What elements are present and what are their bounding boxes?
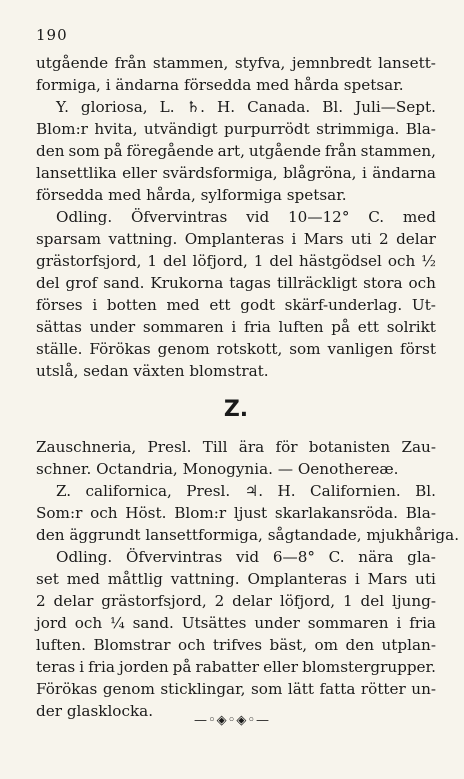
text-line: Blom:r hvita, utvändigt purpurrödt strimmiga. Bla- <box>36 120 436 138</box>
text-line: förses i botten med ett godt skärf-underlag. Ut- <box>36 296 436 314</box>
text-line: lansettlika eller svärdsformiga, blågröna, i ändarna <box>36 164 436 182</box>
text-line: Zauschneria, Presl. Till ära för botanisten Zau- <box>36 438 436 456</box>
text-line: Som:r och Höst. Blom:r ljust skarlakansröda. Bla- <box>36 504 436 522</box>
text-line: Z. californica, Presl. ♃. H. Californien. Bl. <box>56 482 436 500</box>
text-line: luften. Blomstrar och trifves bäst, om den utplan- <box>36 636 436 654</box>
text-line: formiga, i ändarna försedda med hårda spetsar. <box>36 76 404 94</box>
yucca-section <box>36 52 436 382</box>
text-line: del grof sand. Krukorna tagas tillräckligt stora och <box>36 274 436 292</box>
end-ornament: —◦◈◦◈◦— <box>194 713 270 728</box>
text-line: sparsam vattning. Omplanteras i Mars uti 2 delar <box>36 230 436 248</box>
section-heading <box>36 390 436 430</box>
text-line: Odling. Öfvervintras vid 6—8° C. nära gla- <box>56 548 436 566</box>
text-line: Y. gloriosa, L. ♄. H. Canada. Bl. Juli—Sept. <box>56 98 436 116</box>
text-line: Förökas genom sticklingar, som lätt fatta rötter un- <box>36 680 436 698</box>
text-line: schner. Octandria, Monogynia. — Oenothereæ. <box>36 460 399 478</box>
text-line: utslå, sedan växten blomstrat. <box>36 362 269 380</box>
text-line: den äggrundt lansettformiga, sågtandade, mjukhåriga. <box>36 526 460 544</box>
text-line: 2 delar grästorfsjord, 2 delar löfjord, 1 del ljung- <box>36 592 436 610</box>
text-line: teras i fria jorden på rabatter eller blomstergrupper. <box>36 658 436 676</box>
text-line: ställe. Förökas genom rotskott, som vanligen först <box>36 340 436 358</box>
section-letter: Z. <box>223 397 249 422</box>
text-line: grästorfsjord, 1 del löfjord, 1 del hästgödsel och ½ <box>36 252 436 270</box>
text-line: set med måttlig vattning. Omplanteras i Mars uti <box>36 570 436 588</box>
text-line: försedda med hårda, sylformiga spetsar. <box>36 186 347 204</box>
text-line: den som på föregående art, utgående från stammen, <box>36 142 436 160</box>
text-line: utgående från stammen, styfva, jemnbredt lansett- <box>36 54 436 72</box>
text-line: der glasklocka. <box>36 702 154 720</box>
text-line: sättas under sommaren i fria luften på ett solrikt <box>36 318 436 336</box>
page-number: 190 <box>36 26 68 44</box>
body-text <box>36 52 460 722</box>
text-line: jord och ¼ sand. Utsättes under sommaren i fria <box>36 614 436 632</box>
zauschneria-section <box>36 436 460 722</box>
text-line: Odling. Öfvervintras vid 10—12° C. med <box>56 208 436 226</box>
